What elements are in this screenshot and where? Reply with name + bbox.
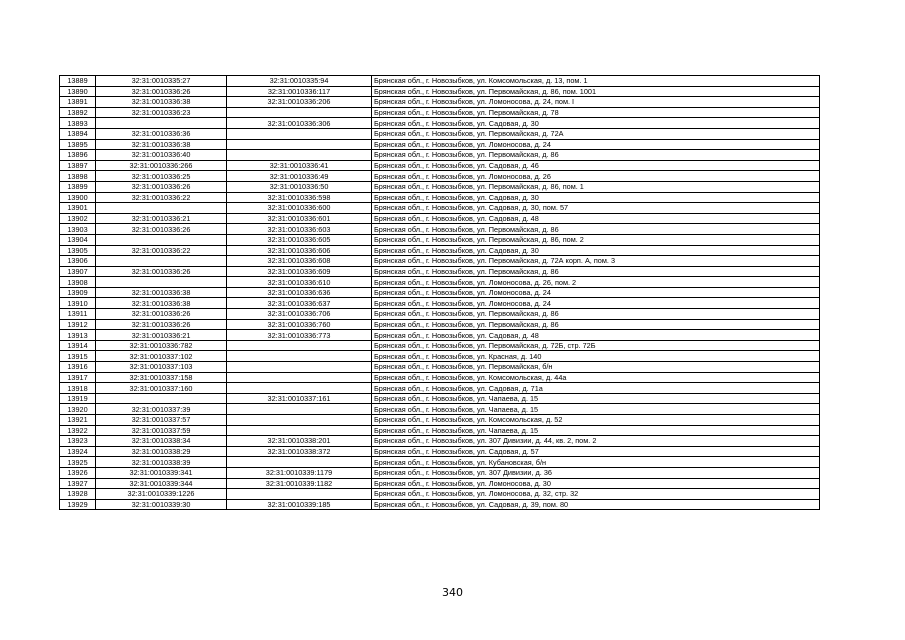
cadastral-number-cell: 32:31:0010336:266 [96,160,227,171]
cadastral-number-cell: 32:31:0010336:26 [96,86,227,97]
related-cadastral-number-cell [227,415,372,426]
address-cell: Брянская обл., г. Новозыбков, ул. Садовая, д. 48 [372,213,820,224]
row-number-cell: 13912 [60,319,96,330]
cadastral-number-cell: 32:31:0010336:26 [96,224,227,235]
related-cadastral-number-cell [227,372,372,383]
cadastral-number-cell: 32:31:0010337:103 [96,362,227,373]
cadastral-number-cell: 32:31:0010336:22 [96,192,227,203]
row-number-cell: 13920 [60,404,96,415]
cadastral-number-cell: 32:31:0010336:26 [96,309,227,320]
related-cadastral-number-cell: 32:31:0010336:206 [227,97,372,108]
row-number-cell: 13903 [60,224,96,235]
related-cadastral-number-cell: 32:31:0010339:1179 [227,467,372,478]
row-number-cell: 13911 [60,309,96,320]
row-number-cell: 13916 [60,362,96,373]
table-row [60,287,820,298]
related-cadastral-number-cell: 32:31:0010336:603 [227,224,372,235]
row-number-cell: 13895 [60,139,96,150]
address-cell: Брянская обл., г. Новозыбков, ул. Первомайская, д. 72Б, стр. 72Б [372,340,820,351]
related-cadastral-number-cell: 32:31:0010338:201 [227,436,372,447]
table-row [60,76,820,87]
related-cadastral-number-cell: 32:31:0010336:706 [227,309,372,320]
row-number-cell: 13902 [60,213,96,224]
related-cadastral-number-cell: 32:31:0010336:598 [227,192,372,203]
row-number-cell: 13892 [60,107,96,118]
row-number-cell: 13927 [60,478,96,489]
row-number-cell: 13929 [60,499,96,510]
cadastral-number-cell: 32:31:0010336:23 [96,107,227,118]
cadastral-number-cell: 32:31:0010338:29 [96,446,227,457]
address-cell: Брянская обл., г. Новозыбков, ул. Садовая, д. 46 [372,160,820,171]
address-cell: Брянская обл., г. Новозыбков, ул. Садовая, д. 39, пом. 80 [372,499,820,510]
related-cadastral-number-cell: 32:31:0010339:185 [227,499,372,510]
related-cadastral-number-cell: 32:31:0010339:1182 [227,478,372,489]
row-number-cell: 13900 [60,192,96,203]
related-cadastral-number-cell: 32:31:0010336:773 [227,330,372,341]
related-cadastral-number-cell: 32:31:0010335:94 [227,76,372,87]
address-cell: Брянская обл., г. Новозыбков, ул. Садовая, д. 30 [372,245,820,256]
cadastral-number-cell: 32:31:0010336:38 [96,97,227,108]
table-row [60,330,820,341]
address-cell: Брянская обл., г. Новозыбков, ул. Кубановская, б/н [372,457,820,468]
related-cadastral-number-cell [227,383,372,394]
cadastral-number-cell: 32:31:0010337:57 [96,415,227,426]
row-number-cell: 13921 [60,415,96,426]
table-row [60,372,820,383]
table-row [60,404,820,415]
table-row [60,192,820,203]
related-cadastral-number-cell: 32:31:0010336:606 [227,245,372,256]
cadastral-number-cell: 32:31:0010335:27 [96,76,227,87]
address-cell: Брянская обл., г. Новозыбков, ул. Первомайская, д. 86, пом. 1 [372,181,820,192]
related-cadastral-number-cell: 32:31:0010338:372 [227,446,372,457]
cadastral-number-cell [96,277,227,288]
cadastral-number-cell: 32:31:0010336:22 [96,245,227,256]
row-number-cell: 13896 [60,150,96,161]
table-row [60,234,820,245]
related-cadastral-number-cell: 32:31:0010336:306 [227,118,372,129]
address-cell: Брянская обл., г. Новозыбков, ул. Первомайская, д. 86 [372,266,820,277]
address-cell: Брянская обл., г. Новозыбков, ул. Первомайская, д. 86, пом. 1001 [372,86,820,97]
address-cell: Брянская обл., г. Новозыбков, ул. Первомайская, д. 72А [372,128,820,139]
table-row [60,118,820,129]
address-cell: Брянская обл., г. Новозыбков, ул. Ломоносова, д. 26 [372,171,820,182]
related-cadastral-number-cell [227,362,372,373]
cadastral-number-cell [96,393,227,404]
address-cell: Брянская обл., г. Новозыбков, ул. Первомайская, д. 72А корп. А, пом. 3 [372,256,820,267]
address-cell: Брянская обл., г. Новозыбков, ул. 307 Дивизии, д. 44, кв. 2, пом. 2 [372,436,820,447]
table-row [60,393,820,404]
address-cell: Брянская обл., г. Новозыбков, ул. Садовая, д. 57 [372,446,820,457]
table-row [60,425,820,436]
related-cadastral-number-cell: 32:31:0010336:41 [227,160,372,171]
page-number: 340 [442,586,463,599]
cadastral-number-cell: 32:31:0010339:1226 [96,489,227,500]
cadastral-number-cell [96,234,227,245]
row-number-cell: 13918 [60,383,96,394]
address-cell: Брянская обл., г. Новозыбков, ул. Первомайская, д. 78 [372,107,820,118]
address-cell: Брянская обл., г. Новозыбков, ул. Садовая, д. 30, пом. 57 [372,203,820,214]
table-row [60,351,820,362]
registry-table [59,75,820,510]
related-cadastral-number-cell: 32:31:0010336:636 [227,287,372,298]
registry-table-body [60,76,820,510]
row-number-cell: 13928 [60,489,96,500]
table-row [60,150,820,161]
row-number-cell: 13891 [60,97,96,108]
table-row [60,107,820,118]
address-cell: Брянская обл., г. Новозыбков, ул. Ломоносова, д. 30 [372,478,820,489]
table-row [60,457,820,468]
cadastral-number-cell: 32:31:0010339:344 [96,478,227,489]
cadastral-number-cell: 32:31:0010336:21 [96,213,227,224]
row-number-cell: 13913 [60,330,96,341]
related-cadastral-number-cell: 32:31:0010336:50 [227,181,372,192]
row-number-cell: 13922 [60,425,96,436]
cadastral-number-cell: 32:31:0010336:782 [96,340,227,351]
row-number-cell: 13906 [60,256,96,267]
table-row [60,224,820,235]
row-number-cell: 13904 [60,234,96,245]
related-cadastral-number-cell [227,128,372,139]
address-cell: Брянская обл., г. Новозыбков, ул. Красная, д. 140 [372,351,820,362]
related-cadastral-number-cell: 32:31:0010336:760 [227,319,372,330]
table-row [60,309,820,320]
cadastral-number-cell: 32:31:0010336:26 [96,319,227,330]
address-cell: Брянская обл., г. Новозыбков, ул. Ломоносова, д. 24 [372,139,820,150]
address-cell: Брянская обл., г. Новозыбков, ул. Комсомольская, д. 13, пом. 1 [372,76,820,87]
address-cell: Брянская обл., г. Новозыбков, ул. Ломоносова, д. 24 [372,287,820,298]
row-number-cell: 13889 [60,76,96,87]
row-number-cell: 13917 [60,372,96,383]
row-number-cell: 13910 [60,298,96,309]
row-number-cell: 13907 [60,266,96,277]
table-row [60,340,820,351]
cadastral-number-cell: 32:31:0010339:30 [96,499,227,510]
row-number-cell: 13908 [60,277,96,288]
row-number-cell: 13914 [60,340,96,351]
address-cell: Брянская обл., г. Новозыбков, ул. Садовая, д. 30 [372,192,820,203]
related-cadastral-number-cell [227,457,372,468]
related-cadastral-number-cell: 32:31:0010336:600 [227,203,372,214]
row-number-cell: 13899 [60,181,96,192]
cadastral-number-cell: 32:31:0010336:26 [96,181,227,192]
related-cadastral-number-cell: 32:31:0010337:161 [227,393,372,404]
table-row [60,415,820,426]
table-row [60,266,820,277]
table-row [60,171,820,182]
cadastral-number-cell: 32:31:0010337:158 [96,372,227,383]
cadastral-number-cell: 32:31:0010337:160 [96,383,227,394]
row-number-cell: 13926 [60,467,96,478]
address-cell: Брянская обл., г. Новозыбков, ул. Первомайская, д. 86 [372,224,820,235]
cadastral-number-cell: 32:31:0010336:25 [96,171,227,182]
address-cell: Брянская обл., г. Новозыбков, ул. Ломоносова, д. 32, стр. 32 [372,489,820,500]
table-row [60,181,820,192]
table-row [60,213,820,224]
cadastral-number-cell: 32:31:0010336:38 [96,287,227,298]
cadastral-number-cell: 32:31:0010336:38 [96,298,227,309]
address-cell: Брянская обл., г. Новозыбков, ул. Первомайская, д. 86, пом. 2 [372,234,820,245]
address-cell: Брянская обл., г. Новозыбков, ул. Комсомольская, д. 52 [372,415,820,426]
related-cadastral-number-cell: 32:31:0010336:605 [227,234,372,245]
address-cell: Брянская обл., г. Новозыбков, ул. 307 Дивизии, д. 36 [372,467,820,478]
related-cadastral-number-cell: 32:31:0010336:608 [227,256,372,267]
related-cadastral-number-cell: 32:31:0010336:610 [227,277,372,288]
address-cell: Брянская обл., г. Новозыбков, ул. Чапаева, д. 15 [372,404,820,415]
row-number-cell: 13905 [60,245,96,256]
table-row [60,139,820,150]
address-cell: Брянская обл., г. Новозыбков, ул. Садовая, д. 48 [372,330,820,341]
cadastral-number-cell: 32:31:0010336:26 [96,266,227,277]
row-number-cell: 13919 [60,393,96,404]
related-cadastral-number-cell [227,340,372,351]
address-cell: Брянская обл., г. Новозыбков, ул. Первомайская, д. 86 [372,309,820,320]
cadastral-number-cell [96,256,227,267]
table-row [60,97,820,108]
cadastral-number-cell: 32:31:0010336:38 [96,139,227,150]
row-number-cell: 13925 [60,457,96,468]
cadastral-number-cell: 32:31:0010337:102 [96,351,227,362]
row-number-cell: 13923 [60,436,96,447]
related-cadastral-number-cell [227,150,372,161]
related-cadastral-number-cell: 32:31:0010336:601 [227,213,372,224]
row-number-cell: 13901 [60,203,96,214]
cadastral-number-cell [96,203,227,214]
row-number-cell: 13898 [60,171,96,182]
cadastral-number-cell: 32:31:0010339:341 [96,467,227,478]
cadastral-number-cell: 32:31:0010338:39 [96,457,227,468]
row-number-cell: 13894 [60,128,96,139]
address-cell: Брянская обл., г. Новозыбков, ул. Чапаева, д. 15 [372,393,820,404]
row-number-cell: 13924 [60,446,96,457]
related-cadastral-number-cell [227,139,372,150]
address-cell: Брянская обл., г. Новозыбков, ул. Первомайская, д. 86 [372,319,820,330]
address-cell: Брянская обл., г. Новозыбков, ул. Первомайская, б/н [372,362,820,373]
address-cell: Брянская обл., г. Новозыбков, ул. Садовая, д. 71а [372,383,820,394]
related-cadastral-number-cell [227,107,372,118]
related-cadastral-number-cell [227,351,372,362]
address-cell: Брянская обл., г. Новозыбков, ул. Ломоносова, д. 24 [372,298,820,309]
table-row [60,160,820,171]
related-cadastral-number-cell [227,404,372,415]
related-cadastral-number-cell [227,489,372,500]
cadastral-number-cell: 32:31:0010338:34 [96,436,227,447]
row-number-cell: 13909 [60,287,96,298]
address-cell: Брянская обл., г. Новозыбков, ул. Первомайская, д. 86 [372,150,820,161]
table-row [60,319,820,330]
row-number-cell: 13915 [60,351,96,362]
related-cadastral-number-cell: 32:31:0010336:609 [227,266,372,277]
address-cell: Брянская обл., г. Новозыбков, ул. Ломоносова, д. 24, пом. I [372,97,820,108]
table-row [60,277,820,288]
cadastral-number-cell: 32:31:0010337:59 [96,425,227,436]
address-cell: Брянская обл., г. Новозыбков, ул. Комсомольская, д. 44а [372,372,820,383]
table-row [60,203,820,214]
address-cell: Брянская обл., г. Новозыбков, ул. Чапаева, д. 15 [372,425,820,436]
related-cadastral-number-cell: 32:31:0010336:49 [227,171,372,182]
table-row [60,86,820,97]
address-cell: Брянская обл., г. Новозыбков, ул. Садовая, д. 30 [372,118,820,129]
table-row [60,489,820,500]
table-row [60,499,820,510]
table-row [60,383,820,394]
address-cell: Брянская обл., г. Новозыбков, ул. Ломоносова, д. 26, пом. 2 [372,277,820,288]
cadastral-number-cell [96,118,227,129]
row-number-cell: 13897 [60,160,96,171]
cadastral-number-cell: 32:31:0010336:40 [96,150,227,161]
cadastral-number-cell: 32:31:0010336:21 [96,330,227,341]
table-row [60,298,820,309]
table-row [60,128,820,139]
related-cadastral-number-cell [227,425,372,436]
row-number-cell: 13890 [60,86,96,97]
table-row [60,436,820,447]
table-row [60,478,820,489]
table-row [60,467,820,478]
related-cadastral-number-cell: 32:31:0010336:637 [227,298,372,309]
related-cadastral-number-cell: 32:31:0010336:117 [227,86,372,97]
row-number-cell: 13893 [60,118,96,129]
table-row [60,446,820,457]
table-row [60,362,820,373]
table-row [60,256,820,267]
cadastral-number-cell: 32:31:0010336:36 [96,128,227,139]
table-row [60,245,820,256]
cadastral-number-cell: 32:31:0010337:39 [96,404,227,415]
